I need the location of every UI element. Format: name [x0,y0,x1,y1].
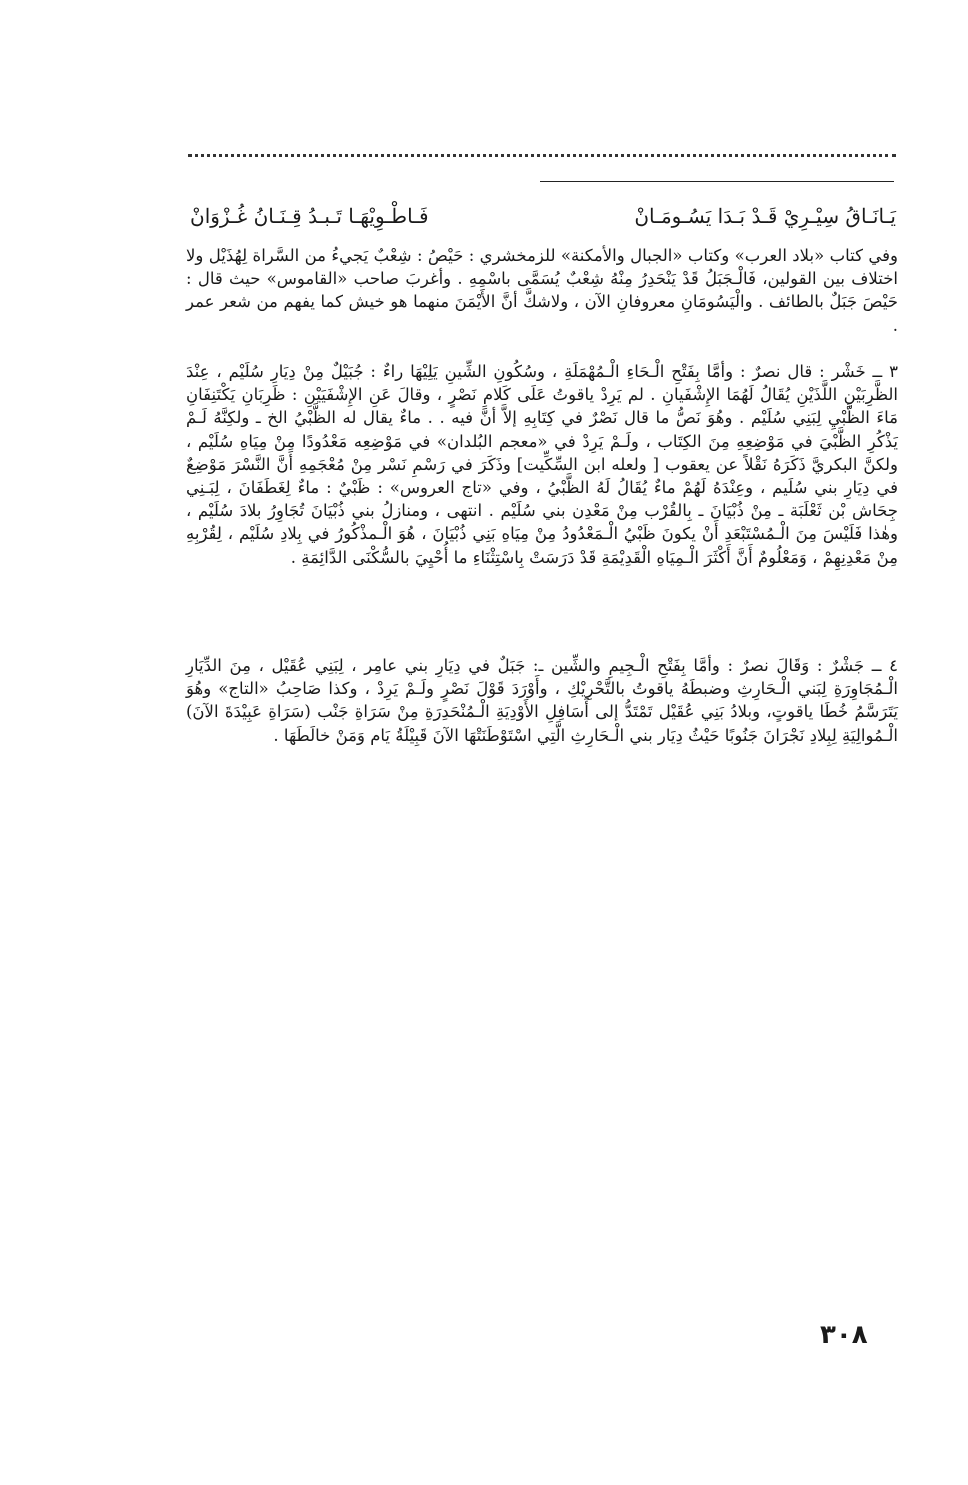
paragraph-entry-4 [186,654,898,747]
paragraph-text: وفي كتاب «بلاد العرب» وكتاب «الجبال والأمكنة» للزمخشري : حَيْصُ : شِعْبٌ يَجيءُ من السَّراة لِهُذَيْل ولا اختلاف بين القولين، فَالْـجَبَلُ قَدْ يَنْحَدِرُ مِنْهُ شِعْبٌ يُسَمَّى باسْمِهِ . وأغربَ صاحب «القاموس» حيث قال : حَيْصَ جَبَلٌ بالطائف . والْيَسُومَانِ معروفانِ الآن ، ولاشكَّ أنَّ الأَيْمَنَ منهما هو خيش كما يفهم من شعر عمر . [186,246,898,335]
verse-first-hemistich: يَـانَـاقُ سِيْـرِيْ قَـدْ بَـدَا يَسُـومَـانْ [634,204,896,228]
verse-rule [540,181,894,182]
paragraph-text: ٤ ــ جَشْرٌ : وَقَالَ نصرٌ : وأمَّا بِفَتْحِ الْـجِيمِ والشِّين ـ: جَبَلٌ في دِيَارِ بني عامِر ، لِبَنِي عُقَيْل ، مِنَ الدِّيَارِ الْـمُجَاوِرَةِ لِبَني الْـحَارِثِ وضبطَهُ ياقوتُ بالتَّحْرِيْكِ ، وأَوْرَدَ قَوْلَ نَصْرٍ ولَـمْ يَرِدْ ، وكذا صَاحِبُ «التاج» وهُوَ يَتَرَسَّمُ خُطَا ياقوتٍ، وبلادُ بَنِي عُقَيْل تَمْتَدُّ إلى أَسَافِلِ الأَوْدِيَةِ الْـمُنْحَدِرَةِ مِنْ سَرَاةِ جَنْب (سَرَاةِ عَبِيْدَةَ الآنَ) الْـمُوالِيَةِ لِبِلادِ نَجْرَانَ جَنُوبًا حَيْثُ دِيَار بني الْـحَارِثِ الَّتِي اسْتَوْطَنَتْهَا الآنَ قَبِيْلَةُ يَام وَمَنْ خالَطَهَا . [186,656,898,745]
paragraph-entry-3 [186,360,898,569]
dotted-separator [188,154,896,157]
verse-second-hemistich: فَـاطْـوِيْهَـا تَـبـدُ قِـنَـانُ غُـزْوَانْ [190,204,429,228]
poetry-verse [190,196,896,236]
page-number: ٣٠٨ [820,1320,868,1350]
paragraph-text: ٣ ــ خَشْر : قال نصرٌ : وأمَّا بِفَتْحِ الْـحَاءِ الْـمُهْمَلَةِ ، وسُكُونِ الشِّينِ يَلِيْهَا راءٌ : جُبَيْلٌ مِنْ دِيَارِ سُلَيْم ، عِنْدَ الظَّرِبَيْنِ اللَّذَيْنِ يُقَالُ لَهُمَا الإِشْفَيانِ . لم يَرِدْ ياقوتُ عَلَى كَلامِ نَصْرٍ ، وقالَ عَنِ الإِشْفَيَيْنِ : ظَرِبَانِ يَكْتَنِفَانِ مَاءَ الظَّبْيِ لِبَنِي سُلَيْم . وهُوَ نَصُّ ما قال نَصْرٌ في كِتَابِهِ إلاَّ أنَّ فيه . . ماءٌ يقال له الظَّبْيُ الخ ـ ولكِنَّهُ لَـمْ يَذْكُرِ الظَّبْيَ في مَوْضِعِهِ مِنَ الكِتَاب ، ولَـمْ يَرِدْ في «معجم البُلدان» في مَوْضِعِه مَعْدُودًا مِنْ مِيَاهِ سُلَيْم ، ولكنَّ البكريَّ ذَكَرَهُ نَقْلاً عن يعقوب [ ولعله ابن السِّكِّيت] وذَكَرَ في رَسْمِ نَسْر مِنْ مُعْجَمِهِ أَنَّ النَّسْرَ مَوْضِعٌ في دِيَارِ بني سُلَيم ، وعِنْدَهُ لَهُمْ ماءٌ يُقَالُ لَهُ الظَّبْيُ ، وفي «تاج العروس» : ظَبْيٌ : ماءٌ لِغَطَفَانَ ، لِبَـنِي جِحَاش بْن ثَعْلَبَة ـ مِنْ ذُبْيَانَ ـ بِالقُرْب مِنْ مَعْدِن بني سُلَيْم . انتهى ، ومنازلُ بني ذُبْيَانَ تُجَاوِرُ بلادَ سُلَيْم ، وهٰذا فَلَيْسَ مِنَ الْـمُسْتَبْعَدِ أَنْ يكونَ ظَبْيُ الْـمَعْدُودُ مِنْ مِيَاهِ بَنِي ذُبْيَانَ ، هُوَ الْـمذْكُورُ في بِلادِ سُلَيْم ، لِقُرْبِهِ مِنْ مَعْدِنِهِمْ ، وَمَعْلُومٌ أَنَّ أَكْثَرَ الْـمِيَاهِ الْقَدِيْمَةِ قَدْ دَرَسَتْ بِاسْتِثْنَاءِ ما أُحْيِيَ بالسُّكْنَى الدَّائِمَةِ . [186,362,898,567]
paragraph-commentary [186,244,898,337]
